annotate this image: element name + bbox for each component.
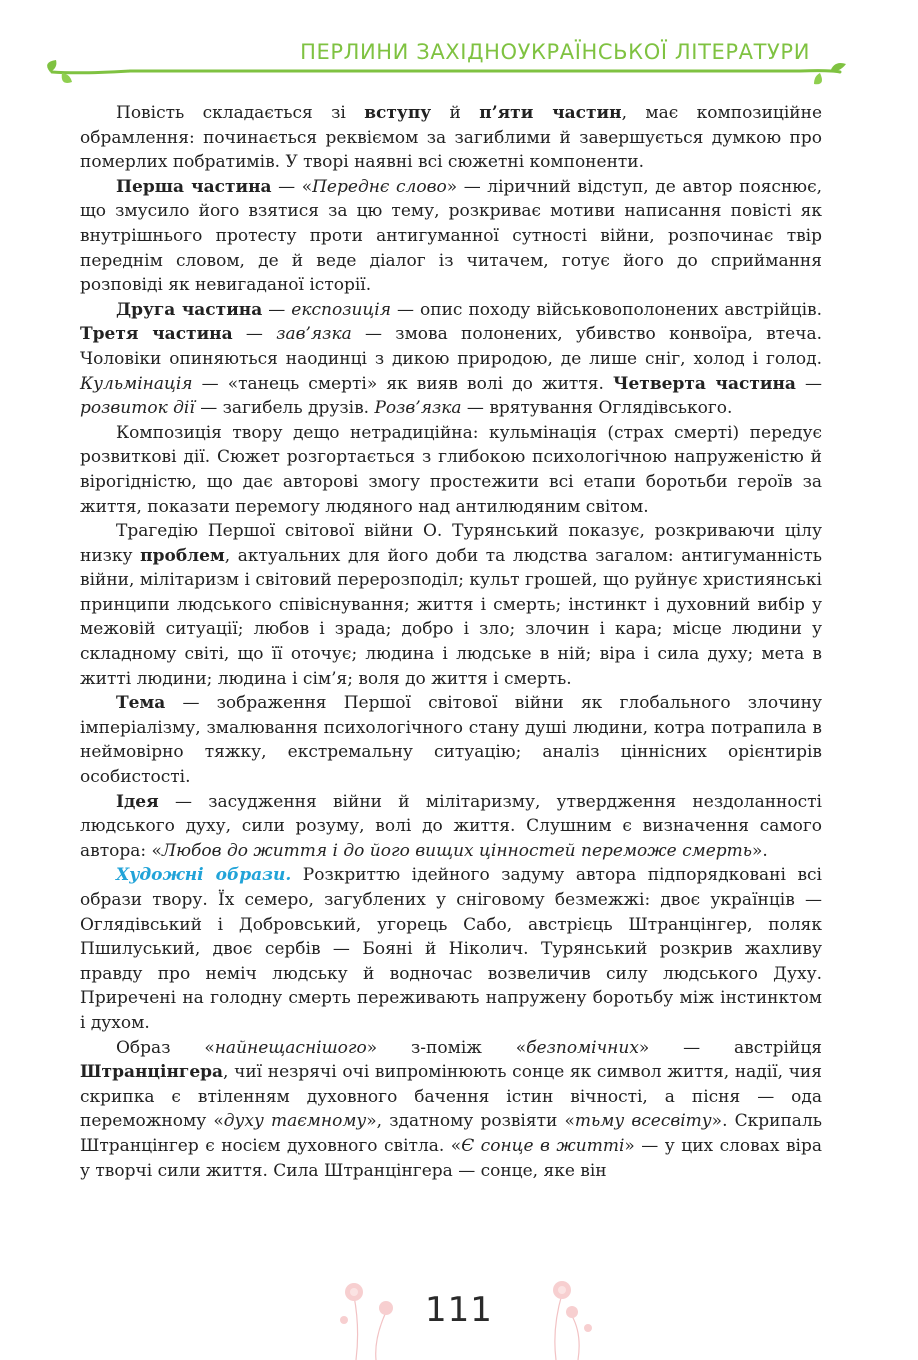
paragraph: Друга частина — експозиція — опис походу військовополонених австрійців. Третя частина — зав’язка — змова полонених, убивство конвоїра, втеча. Чоловіки опиняються наодинці з дикою природою, де лише сніг, холод і голод. Кульмінація — «танець смерті» як вияв волі до життя. Четверта частина — розвиток дії — загибель друзів. Розв’язка — врятування Оглядівського. [80, 299, 823, 419]
paragraph: Тема — зображення Першої світової війни як глобального злочину імперіалізму, змалювання психологічного стану душі людини, котра потрапила в неймовірно тяжку, екстремальну ситуацію; аналіз ціннісних орієнтирів особистості. [80, 693, 822, 788]
paragraph: Композиція твору дещо нетрадиційна: кульмінація (страх смерті) передує розвиткові дії. Сюжет розгортається з глибокою психологічною напруженістю й вірогідністю, що дає авторові змогу простежити всі етапи боротьби героїв за життя, показати перемогу людяного над антилюдяним світом. [80, 422, 822, 517]
right-leaves-icon [814, 63, 846, 84]
running-head: ПЕРЛИНИ ЗАХІДНОУКРАЇНСЬКОЇ ЛІТЕРАТУРИ [300, 40, 810, 64]
paragraph: Художні образи. Розкриттю ідейного задуму автора підпорядковані всі образи твору. Їх семеро, загублених у сніговому безмежжі: двоє українців — Оглядівський і Добровський, угорець Сабо, австрієць Штранцінгер, поляк Пшилуський, двоє сербів — Бояні й Ніколич. Турянський розкрив жахливу правду про неміч людську й водночас возвеличив силу людського Духу. Приречені на голодну смерть переживають напружену боротьбу між інстинктом і духом. [80, 865, 822, 1033]
header-vine-rule [40, 58, 848, 88]
body-text [80, 101, 822, 1183]
page-number: 111 [425, 1290, 493, 1330]
paragraph: Образ «найнещаснішого» з-поміж «безпомічних» — австрійця Штранцінгера, чиї незрячі очі випромінюють сонце як символ життя, надії, чия скрипка є втіленням духовного бачення істин вічності, а пісня — ода переможному «духу таємному», здатному розвіяти «тьму всесвіту». Скрипаль Штранцінгер є носієм духовного світла. «Є сонце в житті» — у цих словах віра у творчі сили життя. Сила Штранцінгера — сонце, яке він [80, 1037, 822, 1181]
paragraph: Повість складається зі вступу й п’яти частин, має композиційне обрамлення: починається реквіємом за загиблими й завершується думкою про померлих побратимів. У творі наявні всі сюжетні компоненти. [80, 103, 823, 173]
paragraph: Перша частина — «Переднє слово» — ліричний відступ, де автор пояснює, що змусило його взятися за цю тему, розкриває мотиви написання повісті як внутрішнього протесту проти антигуманної сутності війни, розпочинає твір переднім словом, де й веде діалог із читачем, готує його до сприймання розповіді як невигаданої історії. [80, 176, 823, 296]
paragraph: Ідея — засудження війни й мілітаризму, утвердження нездоланності людського духу, сили розуму, волі до життя. Слушним є визначення самого автора: «Любов до життя і до його вищих цінностей переможе смерть». [80, 791, 822, 861]
paragraph: Трагедію Першої світової війни О. Турянський показує, розкриваючи цілу низку проблем, актуальних для його доби та людства загалом: антигуманність війни, мілітаризм і світовий перерозподіл; культ грошей, що руйнує християнські принципи людського співіснування; життя і смерть; інстинкт і духовний вибір у межовій ситуації; любов і зрада; добро і зло; злочин і кара; місце людини у складному світі, що її оточує; людина і людське в ній; віра і сила духу; мета в житті людини; людина і сім’я; воля до життя і смерть. [80, 521, 822, 689]
